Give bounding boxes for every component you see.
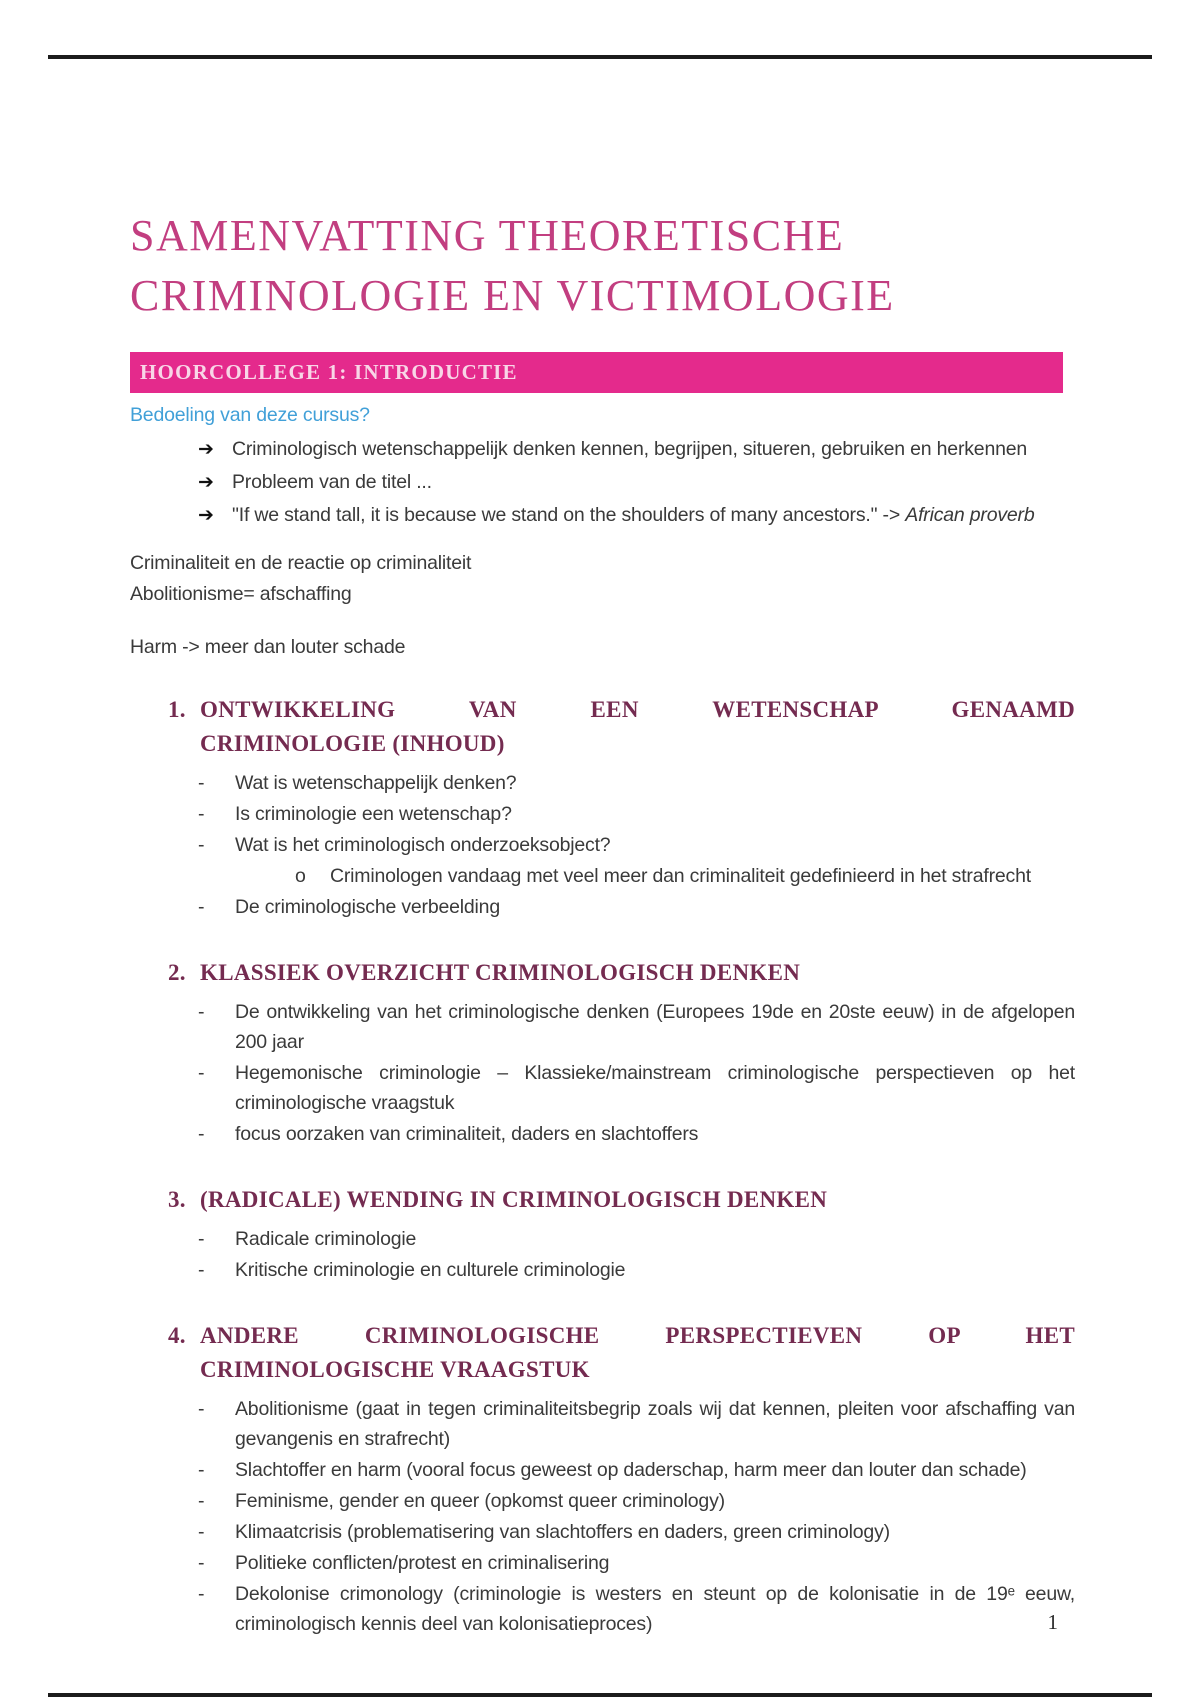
quote-text: "If we stand tall, it is because we stand on the shoulders of many ancestors." -> (232, 504, 906, 526)
section-4-heading (130, 1319, 1075, 1387)
dash-marker: - (198, 803, 205, 825)
list-item (198, 1548, 1075, 1578)
dash-marker: - (198, 1228, 205, 1250)
list-item (198, 799, 1075, 829)
arrow-icon: ➔ (198, 505, 214, 526)
circle-marker: o (295, 865, 306, 887)
dash-marker: - (198, 834, 205, 856)
list-item (198, 1255, 1075, 1285)
list-item (198, 1579, 1075, 1639)
list-item-text: De criminologische verbeelding (235, 896, 500, 918)
document-title-line1: SAMENVATTING THEORETISCHE (130, 211, 845, 260)
dash-marker: - (198, 1459, 205, 1481)
arrow-item-text: Criminologisch wetenschappelijk denken kennen, begrijpen, situeren, gebruiken en herkennen (232, 438, 1028, 460)
arrow-icon: ➔ (198, 472, 214, 493)
section-4 (130, 1319, 1075, 1639)
section-3-heading-lines (200, 1183, 1075, 1217)
section-1-heading-line2: CRIMINOLOGIE (INHOUD) (200, 731, 505, 756)
dash-marker: - (198, 1521, 205, 1543)
section-1-list (130, 768, 1075, 922)
dash-marker: - (198, 896, 205, 918)
dash-marker: - (198, 1001, 205, 1023)
arrow-item (198, 433, 1075, 466)
section-1-heading-line1: ONTWIKKELING VAN EEN WETENSCHAP GENAAMD (200, 697, 1075, 722)
list-item-text: Slachtoffer en harm (vooral focus geweest op daderschap, harm meer dan louter dan schade) (235, 1459, 1027, 1481)
lecture-banner (130, 352, 1063, 393)
dash-marker: - (198, 1398, 205, 1420)
section-3-number: 3. (168, 1187, 186, 1212)
arrow-icon: ➔ (198, 439, 214, 460)
arrow-list (130, 433, 1075, 532)
list-item-text: Klimaatcrisis (problematisering van slachtoffers en daders, green criminology) (235, 1521, 890, 1543)
paragraph-harm: Harm -> meer dan louter schade (130, 636, 406, 658)
section-2-heading-lines (200, 956, 1075, 990)
section-1 (130, 693, 1075, 922)
dash-marker: - (198, 1123, 205, 1145)
section-1-heading-lines (200, 693, 1075, 761)
lecture-banner-label: HOORCOLLEGE 1: INTRODUCTIE (140, 360, 518, 384)
section-1-number: 1. (168, 697, 186, 722)
list-item-text: Feminisme, gender en queer (opkomst queer criminology) (235, 1490, 725, 1512)
section-3-heading (130, 1183, 1075, 1217)
section-1-heading (130, 693, 1075, 761)
list-item (198, 1394, 1075, 1454)
section-4-number: 4. (168, 1323, 186, 1348)
bottom-rule (48, 1693, 1152, 1697)
section-2-heading (130, 956, 1075, 990)
dash-marker: - (198, 1583, 205, 1605)
list-item (198, 1119, 1075, 1149)
section-4-heading-lines (200, 1319, 1075, 1387)
list-item-text: Radicale criminologie (235, 1228, 417, 1250)
document-title-line2: CRIMINOLOGIE EN VICTIMOLOGIE (130, 271, 895, 320)
section-2 (130, 956, 1075, 1149)
list-item (198, 1058, 1075, 1118)
list-item-text: Dekolonise crimonology (criminologie is westers en steunt op de kolonisatie in de 19ᵉ eeuw, criminologisch kennis deel van kolonisatieproces) (235, 1583, 1075, 1635)
list-item-text: focus oorzaken van criminaliteit, daders en slachtoffers (235, 1123, 699, 1145)
list-item (198, 892, 1075, 922)
dash-marker: - (198, 1062, 205, 1084)
paragraph-criminaliteit: Criminaliteit en de reactie op criminaliteit (130, 552, 472, 574)
list-item-text: Wat is het criminologisch onderzoeksobject? (235, 834, 611, 856)
course-question: Bedoeling van deze cursus? (130, 404, 370, 426)
paragraph-abolitionisme: Abolitionisme= afschaffing (130, 583, 352, 605)
dash-marker: - (198, 1490, 205, 1512)
dash-marker: - (198, 1552, 205, 1574)
dash-marker: - (198, 1259, 205, 1281)
sub-list-item (295, 861, 1075, 891)
dash-marker: - (198, 772, 205, 794)
list-item (198, 997, 1075, 1057)
list-item (198, 830, 1075, 860)
list-item-text: Politieke conflicten/protest en criminalisering (235, 1552, 610, 1574)
arrow-item (198, 499, 1075, 532)
list-item (198, 768, 1075, 798)
list-item (198, 1455, 1075, 1485)
list-item (198, 1224, 1075, 1254)
section-4-list (130, 1394, 1075, 1639)
quote-source: African proverb (905, 504, 1035, 526)
section-3 (130, 1183, 1075, 1285)
list-item-text: Kritische criminologie en culturele criminologie (235, 1259, 626, 1281)
arrow-item-quote (232, 499, 1075, 532)
section-2-heading-line1: KLASSIEK OVERZICHT CRIMINOLOGISCH DENKEN (200, 960, 801, 985)
list-item-text: Hegemonische criminologie – Klassieke/mainstream criminologische perspectieven op het criminologische vraagstuk (235, 1062, 1075, 1114)
section-4-heading-line1: ANDERE CRIMINOLOGISCHE PERSPECTIEVEN OP HET (200, 1323, 1075, 1348)
document-content (130, 206, 1075, 1640)
section-3-heading-line1: (RADICALE) WENDING IN CRIMINOLOGISCH DENKEN (200, 1187, 828, 1212)
section-2-list (130, 997, 1075, 1149)
arrow-item-text: Probleem van de titel ... (232, 471, 432, 493)
sub-list-item-text: Criminologen vandaag met veel meer dan criminaliteit gedefinieerd in het strafrecht (330, 865, 1031, 887)
section-3-list (130, 1224, 1075, 1285)
list-item-text: De ontwikkeling van het criminologische denken (Europees 19de en 20ste eeuw) in de afgelopen 200 jaar (235, 1001, 1075, 1053)
section-4-heading-line2: CRIMINOLOGISCHE VRAAGSTUK (200, 1357, 590, 1382)
list-item-text: Wat is wetenschappelijk denken? (235, 772, 517, 794)
top-rule (48, 55, 1152, 59)
section-2-number: 2. (168, 960, 186, 985)
document-title (130, 206, 1075, 326)
list-item (198, 1517, 1075, 1547)
list-item-text: Is criminologie een wetenschap? (235, 803, 512, 825)
page-number: 1 (1047, 1610, 1058, 1634)
arrow-item (198, 466, 1075, 499)
list-item (198, 1486, 1075, 1516)
list-item-text: Abolitionisme (gaat in tegen criminaliteitsbegrip zoals wij dat kennen, pleiten voor afschaffing van gevangenis en strafrecht) (235, 1398, 1075, 1450)
